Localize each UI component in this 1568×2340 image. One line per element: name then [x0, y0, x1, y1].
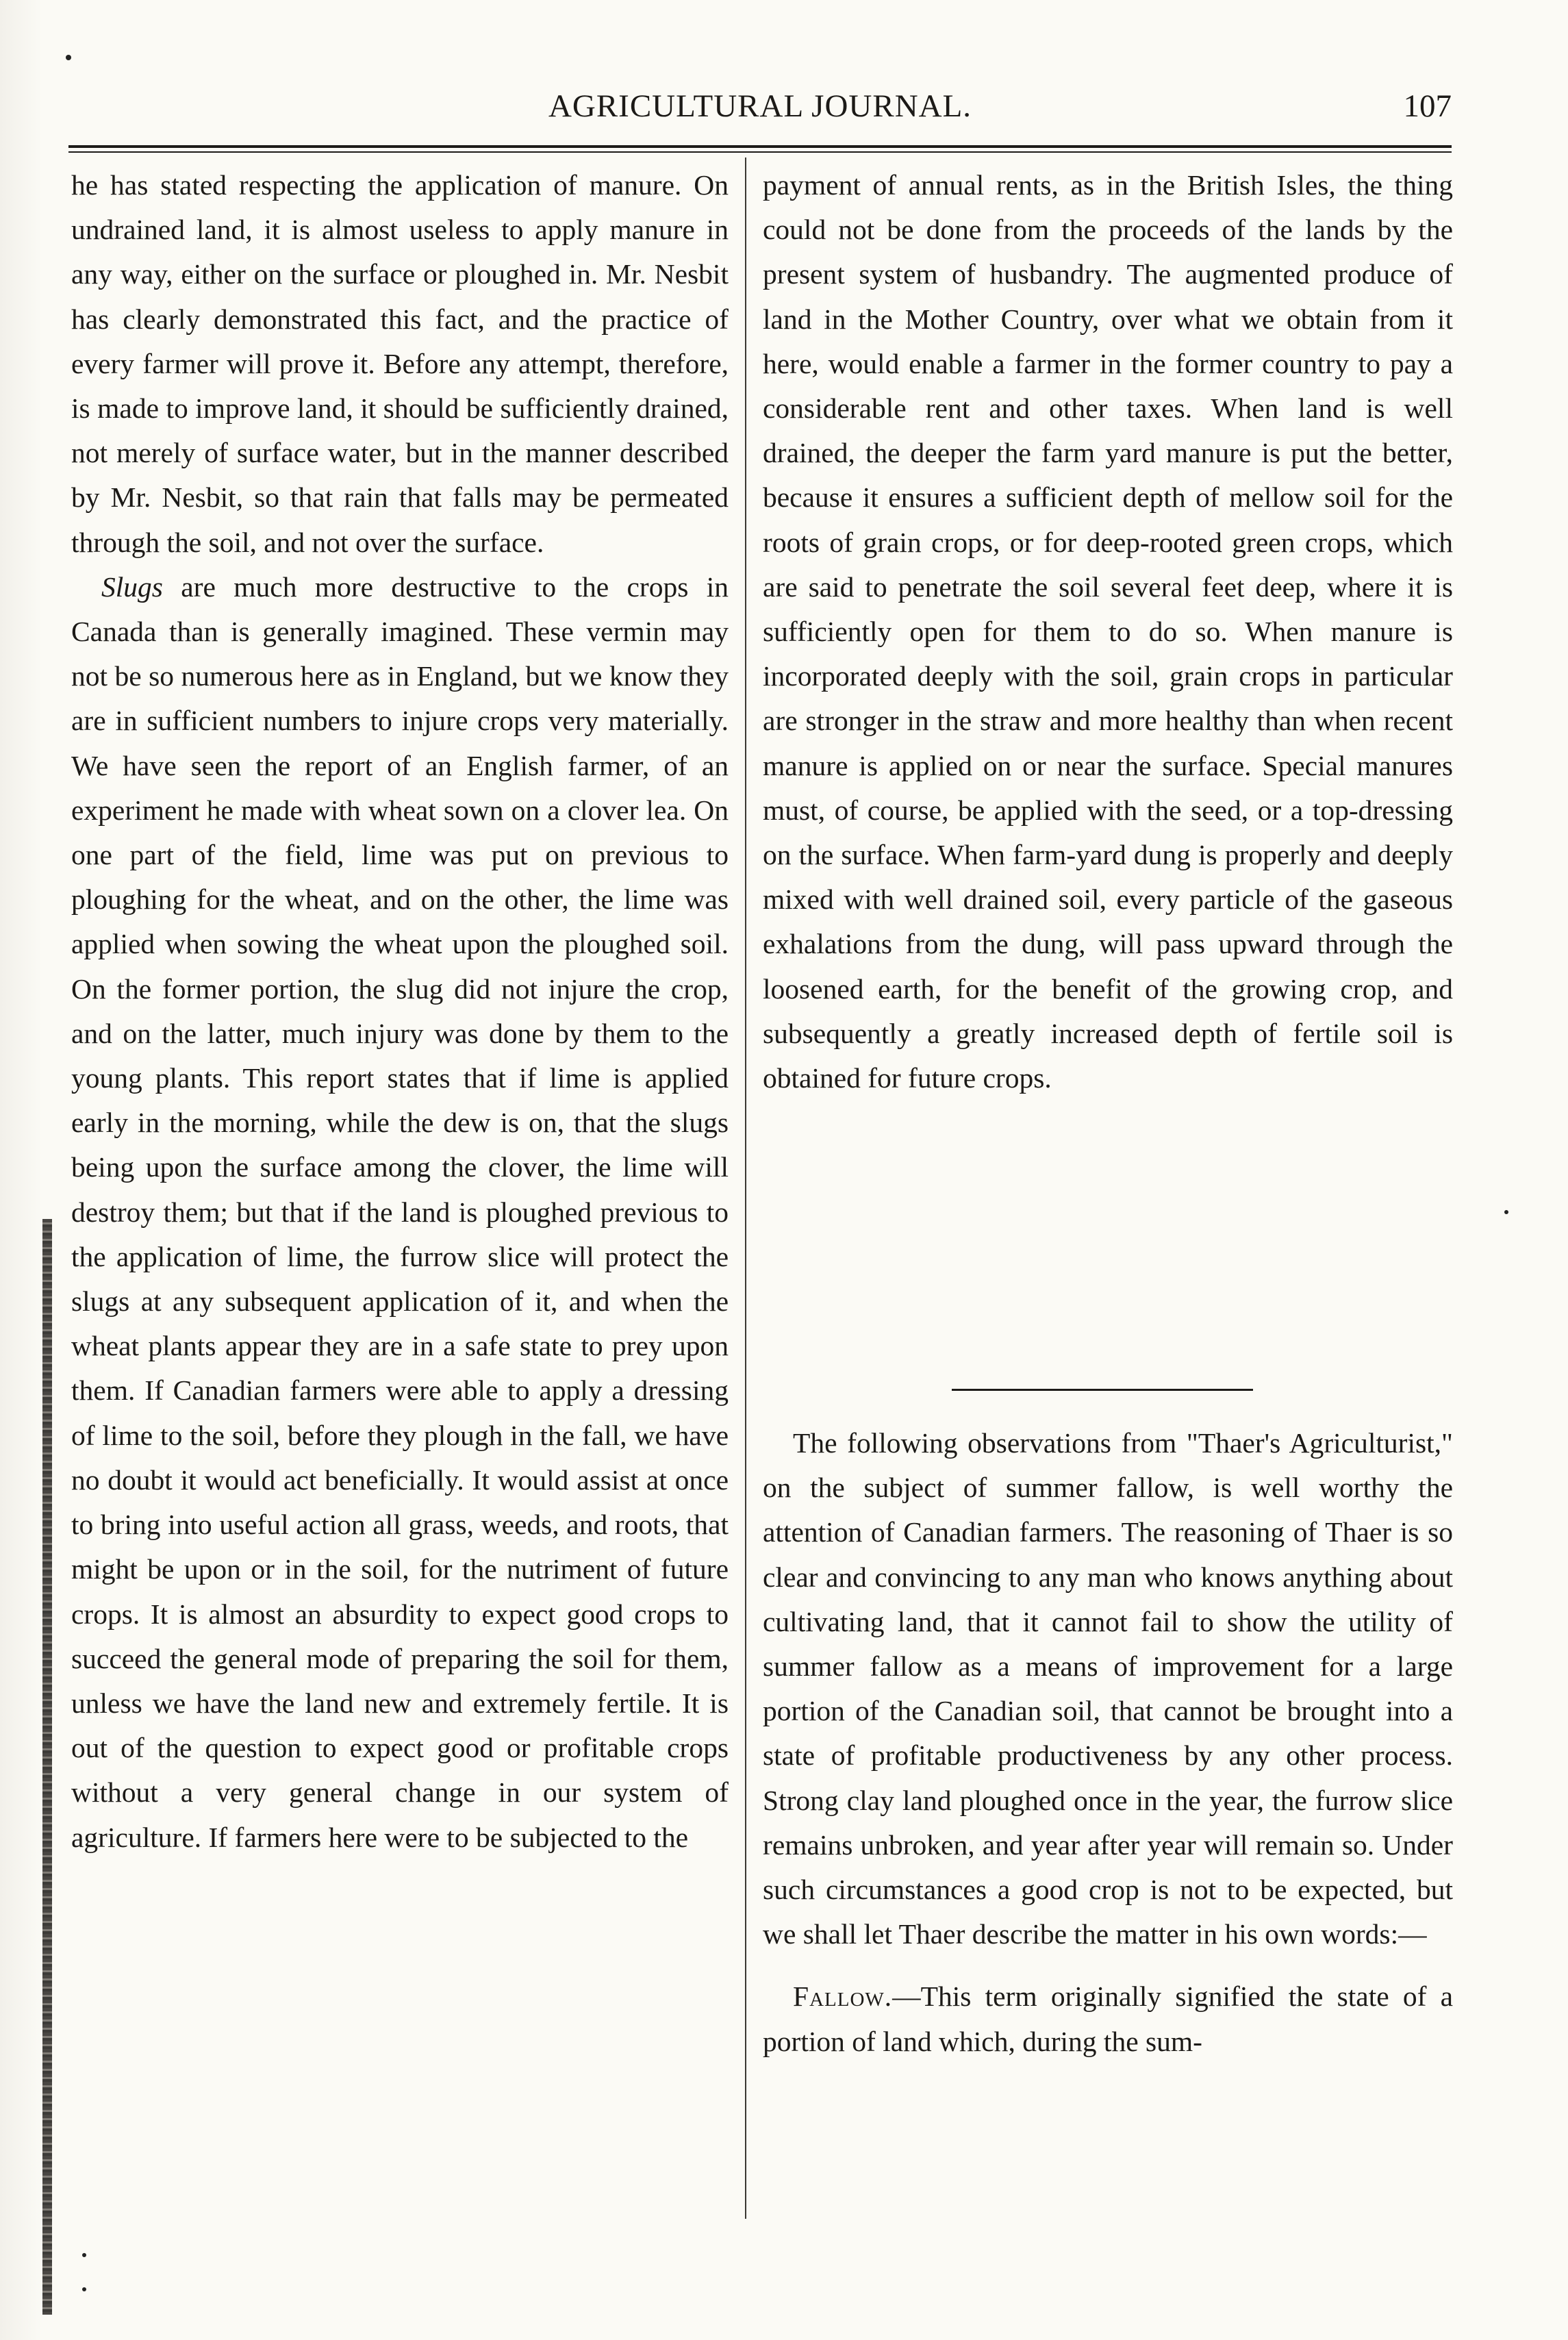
binding-shadow	[0, 0, 42, 2340]
section-separator	[952, 1389, 1253, 1391]
paragraph-fallow	[763, 1974, 1453, 2063]
header-rule-thin	[68, 151, 1452, 153]
paragraph-slugs	[71, 565, 729, 1860]
paragraph: he has stated respecting the application of manure. On undrained land, it is almost useless to apply manure in any way, either on the surface or ploughed in. Mr. Nesbit has clearly demonstrated this fact, and the practice of every farmer will prove it. Before any attempt, therefore, is made to improve land, it should be sufficiently drained, not merely of surface water, but in the manner described by Mr. Nesbit, so that rain that falls may be permeated through the soil, and not over the surface.	[71, 169, 729, 558]
small-caps-lead: Fallow.	[793, 1980, 893, 2013]
page-number: 107	[1403, 88, 1452, 124]
scan-speck	[82, 2287, 86, 2291]
running-title: AGRICULTURAL JOURNAL.	[548, 88, 972, 124]
column-divider	[745, 158, 746, 2219]
paragraph-text: —This term originally signified the state of a portion of land which, during the sum-	[763, 1980, 1453, 2057]
left-column	[71, 163, 729, 1860]
italic-lead: Slugs	[101, 570, 163, 603]
scan-speck	[1504, 1210, 1508, 1214]
right-column	[763, 163, 1453, 1100]
page-header	[68, 88, 1452, 136]
binding-edge-mark	[42, 1219, 52, 2315]
thaer-section	[763, 1421, 1453, 2064]
paragraph: The following observations from "Thaer's Agriculturist," on the subject of summer fallow, is well worthy the attention of Canadian farmers. The reasoning of Thaer is so clear and convincing to any man who knows anything about cultivating land, that it cannot fail to show the utility of summer fallow as a means of improvement for a large portion of the Canadian soil, that cannot be brought into a state of profitable productiveness by any other process. Strong clay land ploughed once in the year, the furrow slice remains unbroken, and year after year will remain so. Under such circumstances a good crop is not to be expected, but we shall let Thaer describe the matter in his own words:—	[763, 1427, 1453, 1950]
header-rule	[68, 145, 1452, 148]
scan-speck	[82, 2253, 86, 2257]
paragraph-text: are much more destructive to the crops in Canada than is generally imagined. These vermin may not be so numerous here as in England, but we know they are in sufficient numbers to injure crops very materially. We have seen the report of an English farmer, of an experiment he made with wheat sown on a clover lea. On one part of the field, lime was put on previous to ploughing for the wheat, and on the other, the lime was applied when sowing the wheat upon the ploughed soil. On the former portion, the slug did not injure the crop, and on the latter, much injury was done by them to the young plants. This report states that if lime is applied early in the morning, while the dew is on, that the slugs being upon the surface among the clover, the lime will destroy them; but that if the land is ploughed previous to the application of lime, the furrow slice will protect the slugs at any subsequent application of it, and when the wheat plants appear they are in a safe state to prey upon them. If Canadian farmers were able to apply a dressing of lime to the soil, before they plough in the fall, we have no doubt it would act beneficially. It would assist at once to bring into useful action all grass, weeds, and roots, that might be upon or in the soil, for the nutriment of future crops. It is almost an absurdity to expect good crops to succeed the general mode of preparing the soil for them, unless we have the land new and extremely fertile. It is out of the question to expect good or profitable crops without a very general change in our system of agriculture. If farmers here were to be subjected to the	[71, 570, 729, 1853]
paragraph: payment of annual rents, as in the British Isles, the thing could not be done from the proceeds of the lands by the present system of husbandry. The augmented produce of land in the Mother Country, over what we obtain from it here, would enable a farmer in the former country to pay a considerable rent and other taxes. When land is well drained, the deeper the farm yard manure is put the better, because it ensures a sufficient depth of mellow soil for the roots of grain crops, or for deep-rooted green crops, which are said to penetrate the soil several feet deep, where it is sufficiently open for them to do so. When manure is incorporated deeply with the soil, grain crops in particular are stronger in the straw and more healthy than when recent manure is applied on or near the surface. Special manures must, of course, be applied with the seed, or a top-dressing on the surface. When farm-yard dung is properly and deeply mixed with well drained soil, every particle of the gaseous exhalations from the dung, will pass upward through the loosened earth, for the benefit of the growing crop, and subsequently a greatly increased depth of fertile soil is obtained for future crops.	[763, 169, 1453, 1094]
scan-speck	[66, 55, 71, 60]
